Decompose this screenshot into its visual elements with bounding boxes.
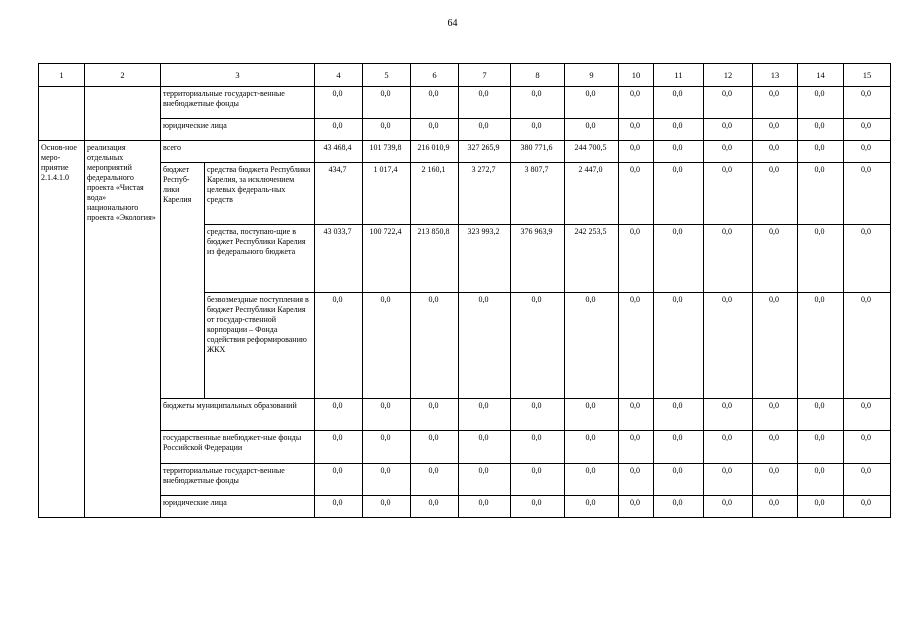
value-cell: 0,0 bbox=[798, 225, 844, 293]
value-cell: 0,0 bbox=[619, 225, 654, 293]
value-cell: 0,0 bbox=[704, 399, 753, 431]
row-label: средства, поступаю-щие в бюджет Республики Карелия из федерального бюджета bbox=[205, 225, 315, 293]
value-cell: 0,0 bbox=[844, 163, 891, 225]
value-cell: 43 468,4 bbox=[315, 141, 363, 163]
value-cell: 0,0 bbox=[411, 293, 459, 399]
value-cell: 0,0 bbox=[619, 163, 654, 225]
row-label: средства бюджета Республики Карелия, за исключением целевых федераль-ных средств bbox=[205, 163, 315, 225]
value-cell: 0,0 bbox=[619, 431, 654, 464]
value-cell: 0,0 bbox=[798, 399, 844, 431]
value-cell: 0,0 bbox=[459, 87, 511, 119]
value-cell: 0,0 bbox=[798, 496, 844, 518]
value-cell: 0,0 bbox=[459, 464, 511, 496]
row-label: территориальные государст-венные внебюджетные фонды bbox=[161, 464, 315, 496]
value-cell: 0,0 bbox=[459, 496, 511, 518]
value-cell: 0,0 bbox=[565, 399, 619, 431]
page-number: 64 bbox=[447, 18, 458, 29]
value-cell: 0,0 bbox=[753, 163, 798, 225]
row-label: всего bbox=[161, 141, 315, 163]
value-cell: 0,0 bbox=[411, 431, 459, 464]
value-cell: 0,0 bbox=[411, 496, 459, 518]
value-cell: 0,0 bbox=[363, 464, 411, 496]
header-row bbox=[39, 64, 891, 87]
value-cell: 0,0 bbox=[619, 119, 654, 141]
measure-name: реализация отдельных мероприятий федерального проекта «Чистая вода» национального проекта «Экология» bbox=[85, 141, 161, 518]
value-cell: 0,0 bbox=[619, 464, 654, 496]
table-row bbox=[39, 119, 891, 141]
value-cell: 0,0 bbox=[315, 496, 363, 518]
value-cell: 0,0 bbox=[619, 141, 654, 163]
value-cell: 0,0 bbox=[654, 496, 704, 518]
value-cell: 0,0 bbox=[459, 293, 511, 399]
value-cell: 0,0 bbox=[844, 399, 891, 431]
value-cell: 380 771,6 bbox=[511, 141, 565, 163]
value-cell: 0,0 bbox=[565, 431, 619, 464]
value-cell: 0,0 bbox=[844, 293, 891, 399]
value-cell: 0,0 bbox=[753, 496, 798, 518]
table-row bbox=[39, 141, 891, 163]
column-header: 8 bbox=[511, 64, 565, 87]
row-label: юридические лица bbox=[161, 119, 315, 141]
value-cell: 323 993,2 bbox=[459, 225, 511, 293]
column-header: 13 bbox=[753, 64, 798, 87]
value-cell: 0,0 bbox=[315, 87, 363, 119]
table-row bbox=[39, 464, 891, 496]
value-cell: 0,0 bbox=[363, 119, 411, 141]
value-cell: 0,0 bbox=[704, 496, 753, 518]
value-cell: 0,0 bbox=[654, 87, 704, 119]
empty-cell bbox=[39, 87, 85, 141]
value-cell: 242 253,5 bbox=[565, 225, 619, 293]
value-cell: 0,0 bbox=[844, 141, 891, 163]
empty-cell bbox=[85, 87, 161, 141]
value-cell: 0,0 bbox=[411, 119, 459, 141]
value-cell: 213 850,8 bbox=[411, 225, 459, 293]
value-cell: 0,0 bbox=[565, 87, 619, 119]
value-cell: 216 010,9 bbox=[411, 141, 459, 163]
column-header: 4 bbox=[315, 64, 363, 87]
value-cell: 434,7 bbox=[315, 163, 363, 225]
value-cell: 0,0 bbox=[565, 464, 619, 496]
value-cell: 0,0 bbox=[619, 87, 654, 119]
value-cell: 0,0 bbox=[411, 87, 459, 119]
value-cell: 0,0 bbox=[459, 119, 511, 141]
value-cell: 43 033,7 bbox=[315, 225, 363, 293]
table-row bbox=[39, 87, 891, 119]
table-row bbox=[39, 399, 891, 431]
value-cell: 0,0 bbox=[363, 293, 411, 399]
value-cell: 0,0 bbox=[704, 225, 753, 293]
value-cell: 0,0 bbox=[798, 293, 844, 399]
value-cell: 0,0 bbox=[363, 496, 411, 518]
value-cell: 0,0 bbox=[844, 464, 891, 496]
value-cell: 0,0 bbox=[619, 496, 654, 518]
value-cell: 0,0 bbox=[511, 496, 565, 518]
value-cell: 0,0 bbox=[704, 293, 753, 399]
column-header: 5 bbox=[363, 64, 411, 87]
column-header: 2 bbox=[85, 64, 161, 87]
value-cell: 0,0 bbox=[753, 225, 798, 293]
value-cell: 2 160,1 bbox=[411, 163, 459, 225]
column-header: 11 bbox=[654, 64, 704, 87]
column-header: 6 bbox=[411, 64, 459, 87]
value-cell: 0,0 bbox=[565, 496, 619, 518]
value-cell: 0,0 bbox=[363, 87, 411, 119]
value-cell: 0,0 bbox=[654, 464, 704, 496]
value-cell: 0,0 bbox=[565, 293, 619, 399]
column-header: 10 bbox=[619, 64, 654, 87]
value-cell: 0,0 bbox=[844, 87, 891, 119]
value-cell: 0,0 bbox=[704, 87, 753, 119]
value-cell: 0,0 bbox=[315, 399, 363, 431]
value-cell: 101 739,8 bbox=[363, 141, 411, 163]
value-cell: 0,0 bbox=[315, 119, 363, 141]
value-cell: 0,0 bbox=[411, 399, 459, 431]
value-cell: 0,0 bbox=[798, 163, 844, 225]
value-cell: 0,0 bbox=[654, 225, 704, 293]
value-cell: 0,0 bbox=[704, 431, 753, 464]
value-cell: 327 265,9 bbox=[459, 141, 511, 163]
row-label: территориальные государст-венные внебюджетные фонды bbox=[161, 87, 315, 119]
measure-code: Основ-ное меро-приятие 2.1.4.1.0 bbox=[39, 141, 85, 518]
row-label: бюджеты муниципальных образований bbox=[161, 399, 315, 431]
value-cell: 1 017,4 bbox=[363, 163, 411, 225]
column-header: 3 bbox=[161, 64, 315, 87]
value-cell: 0,0 bbox=[619, 293, 654, 399]
value-cell: 0,0 bbox=[315, 293, 363, 399]
value-cell: 0,0 bbox=[654, 141, 704, 163]
value-cell: 0,0 bbox=[753, 141, 798, 163]
value-cell: 0,0 bbox=[798, 464, 844, 496]
value-cell: 0,0 bbox=[844, 431, 891, 464]
value-cell: 0,0 bbox=[511, 399, 565, 431]
value-cell: 0,0 bbox=[798, 87, 844, 119]
value-cell: 0,0 bbox=[753, 87, 798, 119]
value-cell: 0,0 bbox=[654, 399, 704, 431]
value-cell: 0,0 bbox=[654, 293, 704, 399]
value-cell: 0,0 bbox=[459, 399, 511, 431]
value-cell: 2 447,0 bbox=[565, 163, 619, 225]
value-cell: 0,0 bbox=[511, 464, 565, 496]
value-cell: 0,0 bbox=[798, 141, 844, 163]
budget-table bbox=[38, 63, 891, 518]
value-cell: 0,0 bbox=[411, 464, 459, 496]
value-cell: 0,0 bbox=[619, 399, 654, 431]
value-cell: 0,0 bbox=[315, 464, 363, 496]
value-cell: 0,0 bbox=[753, 399, 798, 431]
value-cell: 0,0 bbox=[844, 496, 891, 518]
value-cell: 0,0 bbox=[844, 119, 891, 141]
value-cell: 0,0 bbox=[654, 431, 704, 464]
column-header: 1 bbox=[39, 64, 85, 87]
value-cell: 0,0 bbox=[363, 399, 411, 431]
value-cell: 100 722,4 bbox=[363, 225, 411, 293]
value-cell: 0,0 bbox=[753, 293, 798, 399]
value-cell: 0,0 bbox=[315, 431, 363, 464]
value-cell: 0,0 bbox=[753, 119, 798, 141]
value-cell: 0,0 bbox=[511, 119, 565, 141]
budget-group-label: бюджет Респуб-лики Карелия bbox=[161, 163, 205, 399]
column-header: 14 bbox=[798, 64, 844, 87]
value-cell: 0,0 bbox=[704, 163, 753, 225]
value-cell: 0,0 bbox=[654, 163, 704, 225]
value-cell: 376 963,9 bbox=[511, 225, 565, 293]
value-cell: 3 272,7 bbox=[459, 163, 511, 225]
row-label: государственные внебюджет-ные фонды Российской Федерации bbox=[161, 431, 315, 464]
value-cell: 0,0 bbox=[704, 464, 753, 496]
value-cell: 244 700,5 bbox=[565, 141, 619, 163]
row-label: безвозмездные поступления в бюджет Республики Карелия от государ-ственной корпорации – Фонда содействия реформированию ЖКХ bbox=[205, 293, 315, 399]
value-cell: 0,0 bbox=[511, 293, 565, 399]
column-header: 7 bbox=[459, 64, 511, 87]
value-cell: 0,0 bbox=[459, 431, 511, 464]
value-cell: 3 807,7 bbox=[511, 163, 565, 225]
value-cell: 0,0 bbox=[753, 431, 798, 464]
value-cell: 0,0 bbox=[704, 119, 753, 141]
value-cell: 0,0 bbox=[363, 431, 411, 464]
table-row bbox=[39, 496, 891, 518]
value-cell: 0,0 bbox=[798, 431, 844, 464]
column-header: 12 bbox=[704, 64, 753, 87]
value-cell: 0,0 bbox=[753, 464, 798, 496]
value-cell: 0,0 bbox=[511, 431, 565, 464]
column-header: 15 bbox=[844, 64, 891, 87]
value-cell: 0,0 bbox=[704, 141, 753, 163]
value-cell: 0,0 bbox=[565, 119, 619, 141]
column-header: 9 bbox=[565, 64, 619, 87]
value-cell: 0,0 bbox=[511, 87, 565, 119]
value-cell: 0,0 bbox=[844, 225, 891, 293]
table-row bbox=[39, 431, 891, 464]
value-cell: 0,0 bbox=[654, 119, 704, 141]
row-label: юридические лица bbox=[161, 496, 315, 518]
value-cell: 0,0 bbox=[798, 119, 844, 141]
table-row bbox=[39, 163, 891, 225]
